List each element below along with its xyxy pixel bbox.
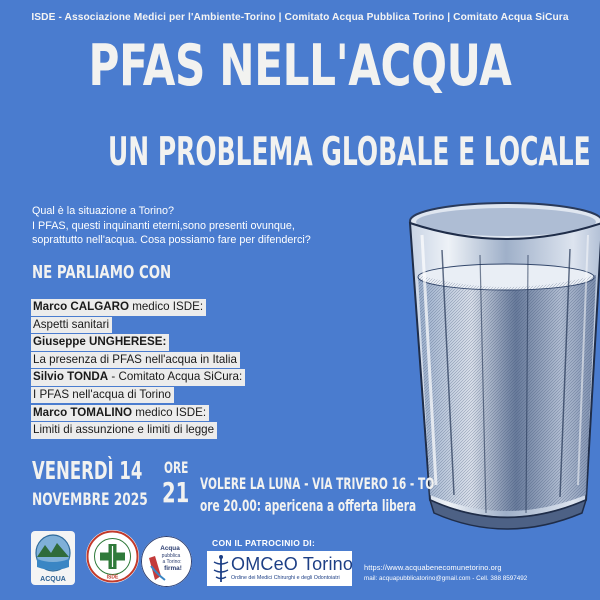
intro-body-1: I PFAS, questi inquinanti eterni,sono presenti ovunque, xyxy=(32,219,295,232)
speakers-list xyxy=(31,297,311,438)
svg-text:pubblica: pubblica xyxy=(161,553,181,559)
speaker-row xyxy=(31,297,311,315)
speaker-role: medico ISDE: xyxy=(128,300,204,313)
speaker-name: Marco CALGARO xyxy=(33,300,129,313)
contact-mail[interactable]: mail: acquapubblicatorino@gmail.com - Cell. 388 8597492 xyxy=(364,575,528,582)
isde-logo-text: ISDE xyxy=(106,574,119,581)
svg-text:a Torino:: a Torino: xyxy=(162,559,182,565)
acqua-logo-icon xyxy=(31,531,75,585)
acqua-logo xyxy=(31,531,75,585)
patronage-label: CON IL PATROCINIO DI: xyxy=(212,538,316,548)
isde-logo xyxy=(86,530,139,583)
speaker-topic: I PFAS nell'acqua di Torino xyxy=(31,387,174,404)
firma-logo-icon xyxy=(141,536,192,587)
event-month-year: NOVEMBRE 2025 xyxy=(32,490,148,510)
contacts xyxy=(364,563,527,582)
website-link[interactable]: https://www.acquabenecomunetorino.org xyxy=(364,563,502,572)
speaker-topic-row xyxy=(31,385,311,403)
speaker-topic: Limiti di assunzione e limiti di legge xyxy=(31,422,217,439)
time-label: ORE xyxy=(164,458,189,477)
omceo-logo xyxy=(207,551,352,586)
speaker-name: Silvio TONDA xyxy=(33,370,109,384)
intro-body-2: soprattutto nell'acqua. Cosa possiamo fare per difenderci? xyxy=(32,234,311,246)
subtitle: UN PROBLEMA GLOBALE E LOCALE xyxy=(108,130,591,175)
speakers-heading: NE PARLIAMO CON xyxy=(32,262,172,283)
svg-text:Acqua: Acqua xyxy=(160,545,180,552)
speaker-row xyxy=(31,367,311,385)
event-venue: VOLERE LA LUNA - VIA TRIVERO 16 - TO xyxy=(200,474,435,493)
event-day: VENERDÌ 14 xyxy=(32,456,143,485)
svg-text:firma!: firma! xyxy=(164,565,182,572)
speaker-name-line xyxy=(31,299,206,316)
intro-question: Qual è la situazione a Torino? xyxy=(32,205,175,217)
isde-logo-icon xyxy=(86,530,139,583)
acqua-logo-text: ACQUA xyxy=(40,576,66,583)
intro-text xyxy=(32,204,388,248)
omceo-title: OMCeO Torino xyxy=(231,554,354,574)
speaker-topic-row xyxy=(31,315,311,333)
speaker-topic-row xyxy=(31,420,311,438)
organizers-line: ISDE - Associazione Medici per l'Ambiente-Torino | Comitato Acqua Pubblica Torino | Comitato Acqua SiCura xyxy=(31,12,569,23)
speaker-name-line xyxy=(31,405,209,422)
speaker-topic: Aspetti sanitari xyxy=(31,317,112,334)
speaker-row xyxy=(31,332,311,350)
speaker-name-line xyxy=(31,334,169,351)
caduceus-icon xyxy=(210,554,232,584)
speaker-topic-row xyxy=(31,350,311,368)
time-value: 21 xyxy=(162,476,190,509)
speaker-topic: La presenza di PFAS nell'acqua in Italia xyxy=(31,352,240,369)
speaker-row xyxy=(31,403,311,421)
speaker-name: Giuseppe UNGHERESE: xyxy=(33,335,167,349)
omceo-subtitle: Ordine dei Medici Chirurghi e degli Odontoiatri xyxy=(231,575,340,581)
firma-logo xyxy=(141,536,192,587)
main-title: PFAS NELL'ACQUA xyxy=(88,33,512,99)
event-apericena: ore 20.00: apericena a offerta libera xyxy=(200,496,417,515)
speaker-name-line xyxy=(31,369,245,386)
speaker-role: medico ISDE: xyxy=(131,405,207,419)
speaker-role: - Comitato Acqua SiCura: xyxy=(108,370,243,384)
speaker-name: Marco TOMALINO xyxy=(33,405,132,419)
